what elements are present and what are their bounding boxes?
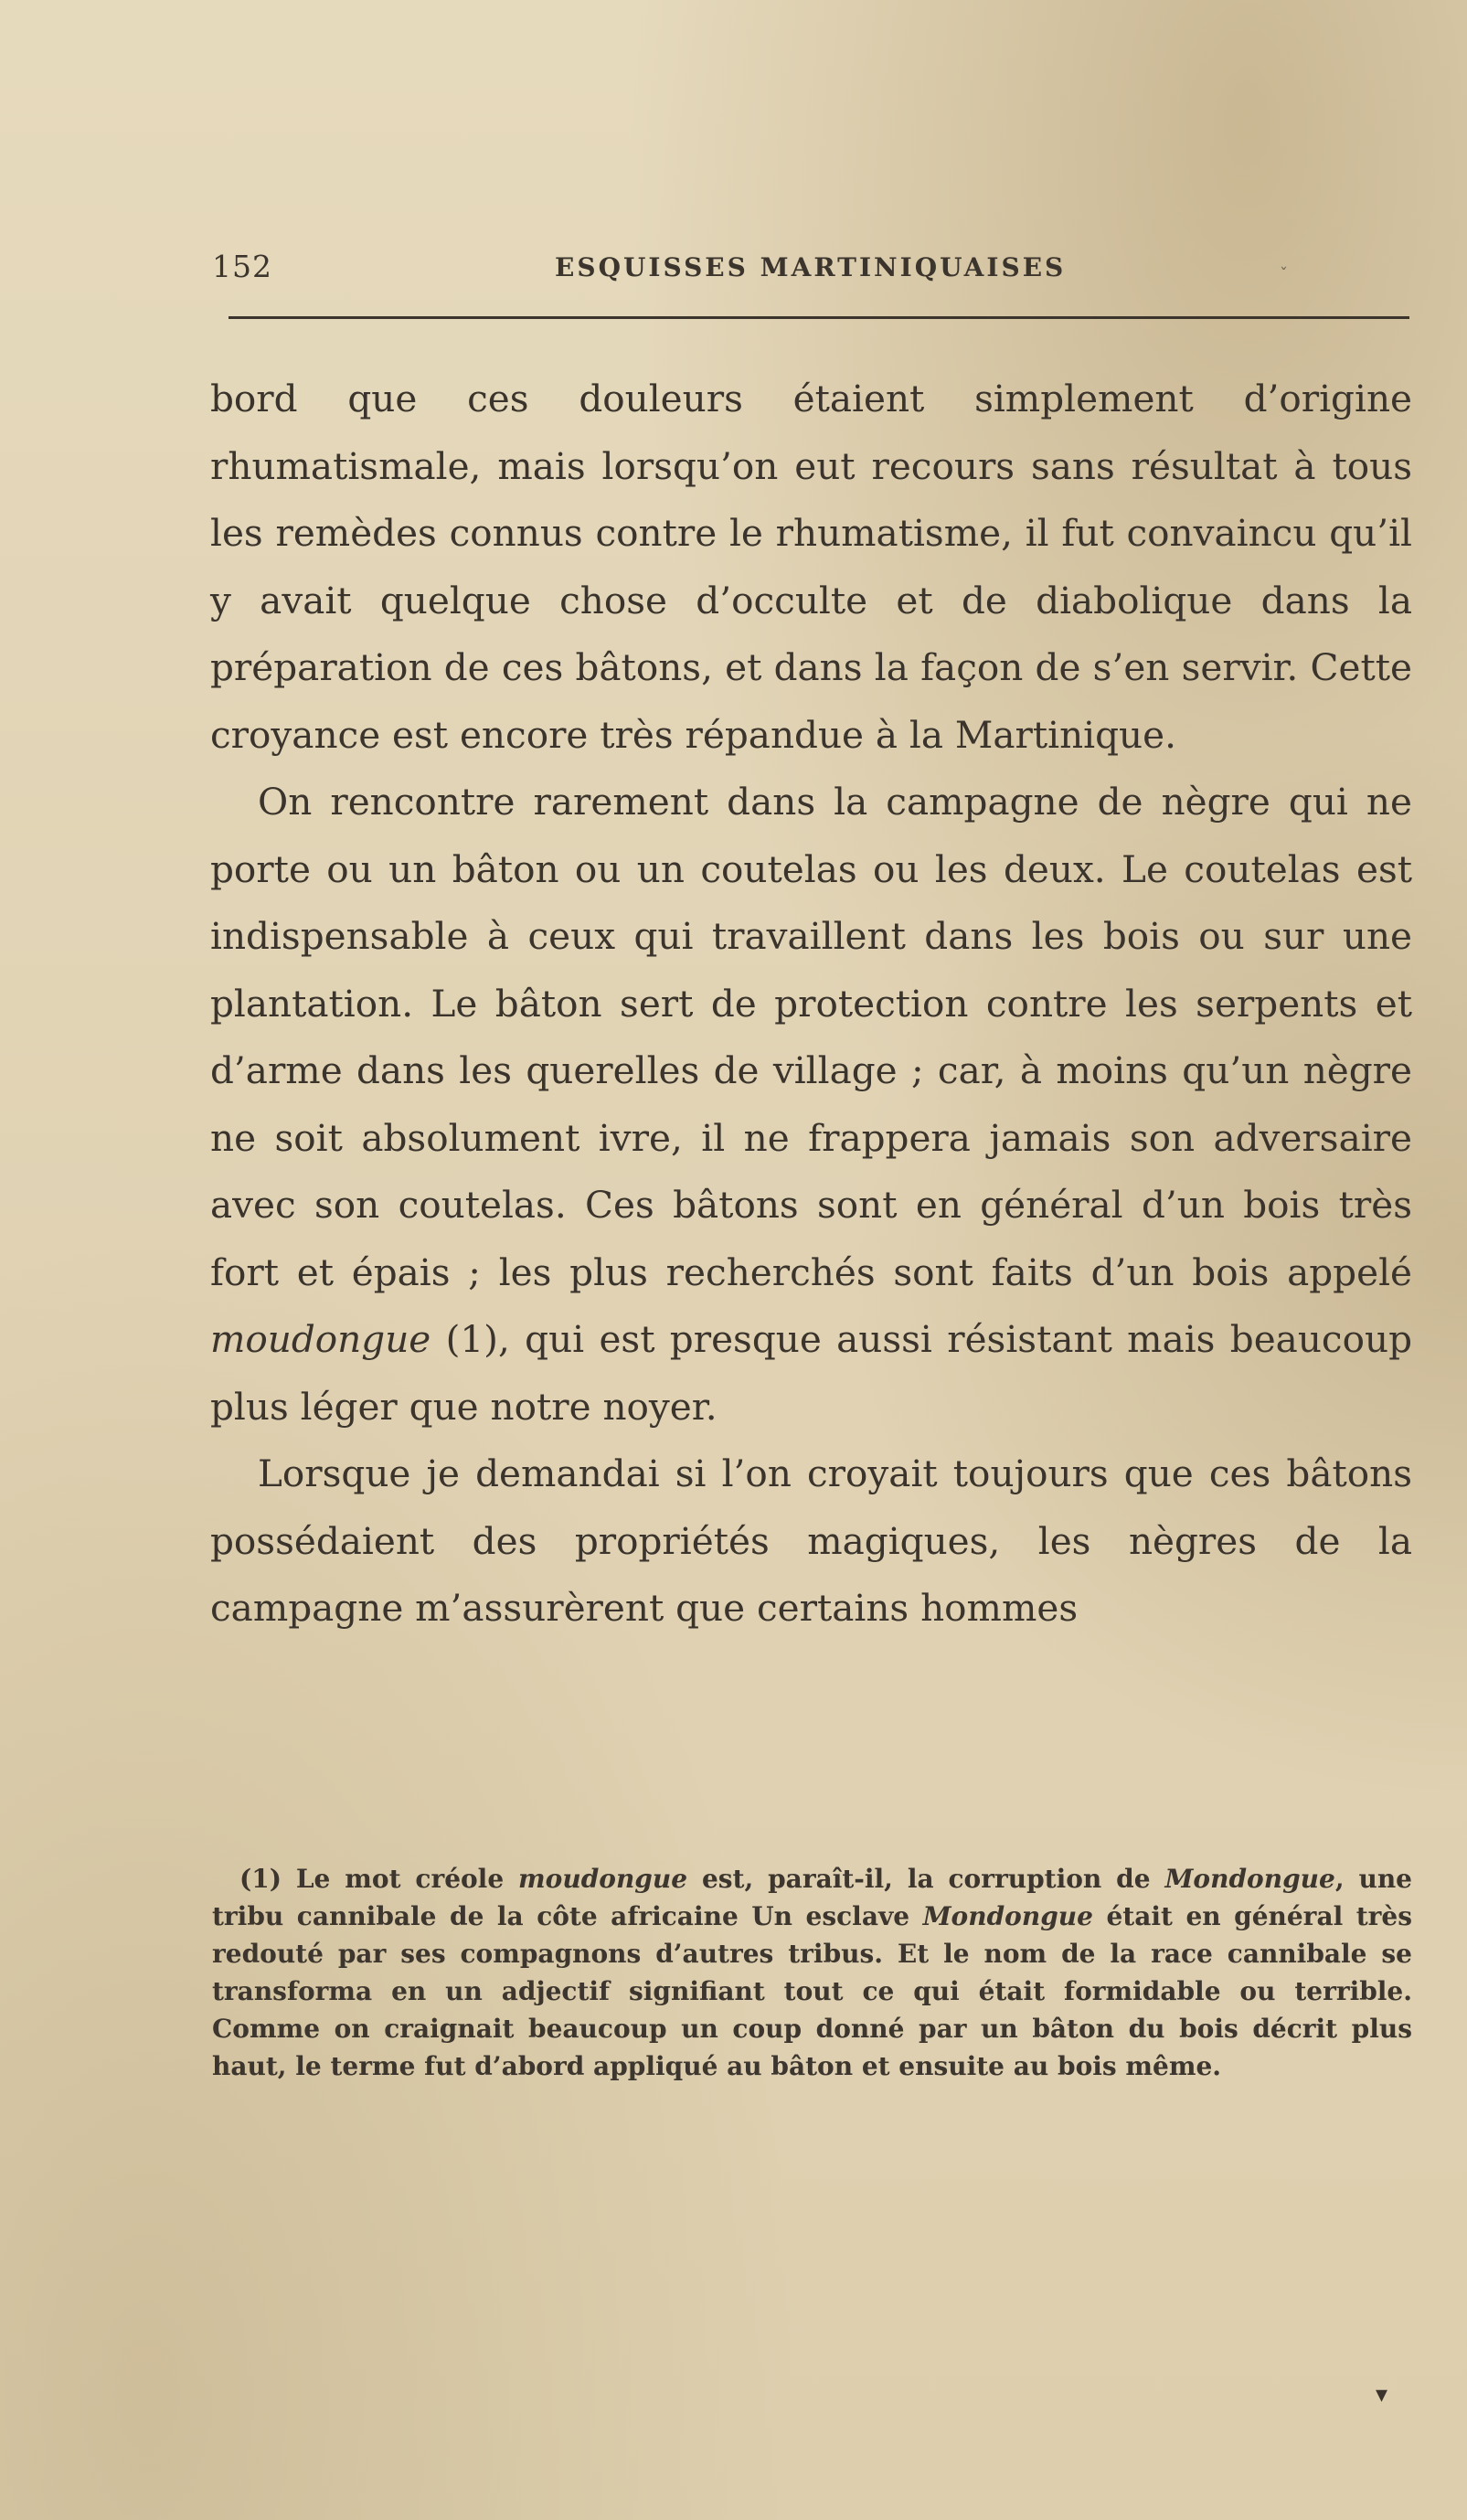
footnote-part-2: est, paraît-il, la corruption de	[687, 1864, 1165, 1894]
footnote-part-4: était en général très redouté par ses compagnons d’autres tribus. Et le nom de la race cannibale se transforma en un adjectif signifiant tout ce qui était formidable ou terrible. Comme on craignait beaucoup un coup donné par un bâton du bois décrit plus haut, le terme fut d’abord appliqué au bâton et ensuite au bois même.	[212, 1901, 1412, 2081]
footnote-text	[212, 1860, 1412, 2085]
page-number: 152	[212, 249, 272, 284]
footnote-marker: (1)	[239, 1864, 282, 1894]
header-rule	[229, 316, 1409, 319]
running-title: ESQUISSES MARTINIQUAISES	[555, 252, 1067, 282]
printer-mark: ▾	[1376, 2381, 1388, 2408]
paragraph-2-text: On rencontre rarement dans la campagne de nègre qui ne porte ou un bâton ou un coutelas ou les deux. Le coutelas est indispensable à ceux qui travaillent dans les bois ou sur une plantation. Le bâton sert de protection contre les serpents et d’arme dans les querelles de village ; car, à moins qu’un nègre ne soit absolument ivre, il ne frappera jamais son adversaire avec son coutelas. Ces bâtons sont en général d’un bois très fort et épais ; les plus recherchés sont faits d’un bois appelé	[210, 780, 1412, 1294]
body-text	[210, 366, 1412, 1643]
footnote-part-3: , une tribu cannibale de la côte africaine Un esclave	[212, 1864, 1412, 1931]
paragraph-2-term: moudongue	[210, 1317, 431, 1361]
footnote	[212, 1860, 1412, 2085]
footnote-term-3: Mondongue	[922, 1901, 1093, 1931]
paragraph-1: bord que ces douleurs étaient simplement d’origine rhumatismale, mais lorsqu’on eut recours sans résultat à tous les remèdes connus contre le rhumatisme, il fut convaincu qu’il y avait quelque chose d’occulte et de diabolique dans la préparation de ces bâtons, et dans la façon de s’en servir. Cette croyance est encore très répandue à la Martinique.	[210, 377, 1412, 757]
footnote-part-1: Le mot créole	[281, 1864, 519, 1894]
footnote-term-1: moudongue	[518, 1864, 688, 1894]
footnote-term-2: Mondongue	[1164, 1864, 1335, 1894]
print-speck: ˇ	[1280, 265, 1288, 284]
paragraph-3: Lorsque je demandai si l’on croyait toujours que ces bâtons possédaient des propriétés magiques, les nègres de la campagne m’assurèrent que certains hommes	[210, 1451, 1412, 1630]
paragraph-2-tail: (1), qui est presque aussi résistant mais beaucoup plus léger que notre noyer.	[210, 1317, 1412, 1429]
paragraph-2	[210, 769, 1412, 1441]
page-header	[212, 249, 1409, 294]
